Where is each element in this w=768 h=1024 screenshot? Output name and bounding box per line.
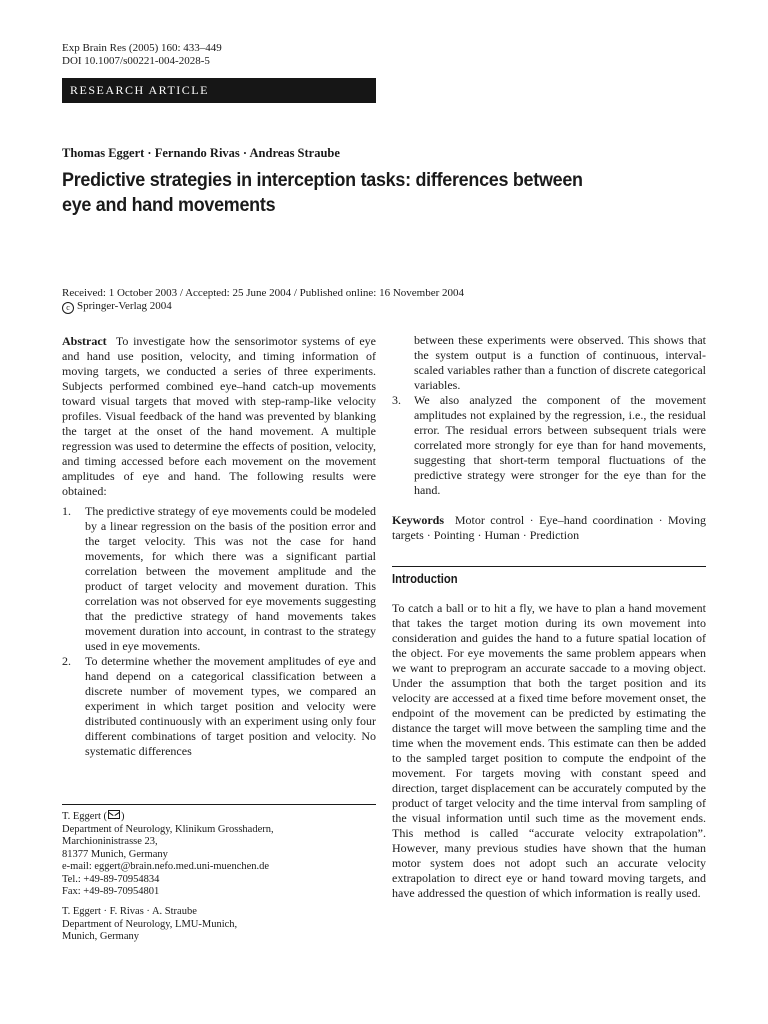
introduction-paragraph: To catch a ball or to hit a fly, we have to plan a hand movement that takes the target motion during its own movement into consideration and guides the hand to a future spatial location of the object. For eye movements the same problem appears when we want to preprogram an accurate saccade to a moving object. Under the assumption that both the target position and its velocity are accessed at a fixed time before movement onset, the endpoint of the movement can be predicted by estimating the distance the target will move between the sampling time and the time when the movement ends. This estimate can then be added to the sampled target position to compute the endpoint of the movement. For targets moving with constant speed and direction, target displacement can be accurately computed by the product of target velocity and the time interval from sampling of the visual information until such time as the movement ends. This method is called “accurate velocity extrapolation”. However, many previous studies have shown that the human motor system does not adopt such an accurate velocity extrapolation to direct eye or hand toward moving targets, and have addressed the question of which information is really used. xyxy=(392,601,706,900)
introduction-heading: Introduction xyxy=(392,572,458,586)
author-list: Thomas Eggert · Fernando Rivas · Andreas Straube xyxy=(62,146,340,160)
left-column xyxy=(62,334,376,759)
abstract-text: To investigate how the sensorimotor systems of eye and hand use position, velocity, and timing information of moving targets, we conducted a series of three experiments. Subjects performed combined eye–hand catch-up movements toward visual targets that moved with step-ramp-like velocity profiles. Visual feedback of the hand was prevented by blanking the target at the onset of the hand movement. A multiple regression was used to determine the effects of position, velocity, and timing accessed before each movement on the movement amplitudes of eye and hand. The following results were obtained: xyxy=(62,334,376,498)
title-line-2: eye and hand movements xyxy=(62,194,276,216)
abstract-label: Abstract xyxy=(62,334,107,348)
item-number: 3. xyxy=(392,393,401,407)
introduction-body xyxy=(392,601,706,901)
footnote-divider xyxy=(62,804,376,805)
abstract-results-list xyxy=(62,504,376,759)
affiliation-city: Munich, Germany xyxy=(62,931,139,942)
journal-doi: DOI 10.1007/s00221-004-2028-5 xyxy=(62,55,210,67)
journal-citation: Exp Brain Res (2005) 160: 433–449 xyxy=(62,42,222,54)
copyright-text: Springer-Verlag 2004 xyxy=(77,300,172,312)
abstract-item-1 xyxy=(62,504,376,654)
item-text: We also analyzed the component of the movement amplitudes not explained by the regression, i.e., the residual error. The residual errors between subsequent trials were correlated more strongly for eye than for hand movements, suggesting that short-term temporal fluctuations of the predictive strategy were stronger for the eye than for the hand. xyxy=(414,393,706,497)
envelope-icon xyxy=(108,810,120,819)
abstract-item-3 xyxy=(392,393,706,498)
item-text: between these experiments were observed. This shows that the system output is a function of continuous, interval-scaled variables rather than a function of discrete categorical variables. xyxy=(414,333,706,392)
correspondence-name: T. Eggert ( ) xyxy=(62,811,125,822)
abstract-item-2-continued xyxy=(392,333,706,393)
item-number: 2. xyxy=(62,654,71,668)
copyright-line xyxy=(62,300,464,314)
abstract-results-list-continued xyxy=(392,333,706,498)
article-type-banner: RESEARCH ARTICLE xyxy=(62,78,376,103)
correspondence-city: 81377 Munich, Germany xyxy=(62,848,168,860)
correspondence-fax: Fax: +49-89-70954801 xyxy=(62,886,160,897)
dates-line: Received: 1 October 2003 / Accepted: 25 June 2004 / Published online: 16 November 2004 xyxy=(62,287,465,299)
keywords-paragraph xyxy=(392,513,706,543)
keywords-label: Keywords xyxy=(392,513,444,527)
introduction-divider xyxy=(392,566,706,567)
affiliation-dept: Department of Neurology, LMU-Munich, xyxy=(62,918,238,930)
correspondence-email[interactable]: e-mail: eggert@brain.nefo.med.uni-muenchen.de xyxy=(62,861,270,872)
author-affiliation xyxy=(62,906,376,944)
correspondence-street: Marchioninistrasse 23, xyxy=(62,836,158,847)
correspondence-dept: Department of Neurology, Klinikum Grosshadern, xyxy=(62,823,274,835)
item-text: The predictive strategy of eye movements could be modeled by a linear regression on the basis of the position error and the target velocity. This was not the case for hand movements, for which there was a significant partial correlation between the movement amplitude and the product of target velocity and movement duration. This correlation was not observed for eye movements suggesting that the predictive strategy of hand movements takes movement duration into account, in contrast to the strategy used in eye movements. xyxy=(85,504,376,653)
correspondence-tel: Tel.: +49-89-70954834 xyxy=(62,873,160,885)
copyright-icon: c xyxy=(62,302,74,314)
abstract-paragraph xyxy=(62,334,376,499)
title-line-1: Predictive strategies in interception tasks: differences between xyxy=(62,169,583,191)
journal-header xyxy=(62,42,222,68)
affiliation-names: T. Eggert · F. Rivas · A. Straube xyxy=(62,906,197,917)
item-text: To determine whether the movement amplitudes of eye and hand depend on a categorical classification between a discrete number of movement types, we compared an experiment in which target position and velocity were distributed continuously with an experiment using only four different combinations of target position and velocity. No systematic differences xyxy=(85,654,376,758)
keywords-text: Motor control · Eye–hand coordination · Moving targets · Pointing · Human · Prediction xyxy=(392,513,706,542)
item-number: 1. xyxy=(62,504,71,518)
correspondence-address xyxy=(62,810,376,899)
abstract-item-2 xyxy=(62,654,376,759)
publication-dates xyxy=(62,287,464,314)
article-title xyxy=(62,168,632,218)
right-column xyxy=(392,333,706,543)
